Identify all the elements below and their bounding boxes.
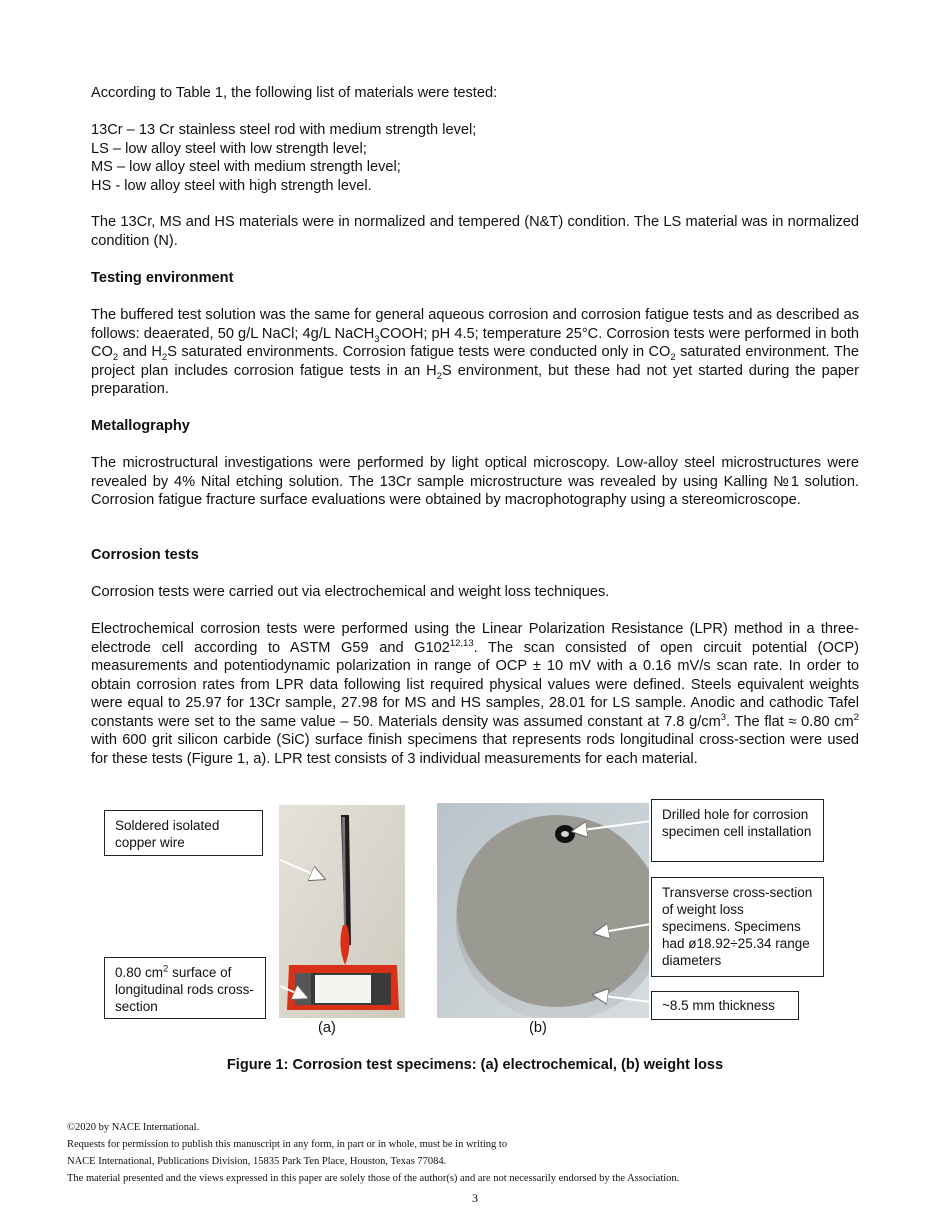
corrosion-paragraph: Electrochemical corrosion tests were performed using the Linear Polarization Resistance (LPR) method in a three-electrode cell according to ASTM G59 and G102$^{12,13}$. The scan consisted of open circuit potential (OCP) measurements and potentiodynamic polarization in range of OCP ± 10 mV with a 0.16 mV/s scan rate. In order to obtain corrosion rates from LPR data following list required physical values were defined. Steels equivalent weights were equal to 25.97 for 13Cr sample, 27.98 for MS and HS samples, 28.01 for LS sample. Anodic and cathodic Tafel constants were set to the same value – 50. Materials density was assumed constant at 7.8 $g/cm^3$. The flat ≈ 0.80 $cm^2$ with 600 grit silicon carbide (SiC) surface finish specimens that represents rods longitudinal cross-section were used for these tests (Figure 1, a). LPR test consists of 3 individual measurements for each material. [91,621,859,767]
condition-paragraph: The 13Cr, MS and HS materials were in normalized and tempered (N&T) condition. The LS material was in normalized condition (N). [91,214,859,249]
section-heading-metallography: Metallography [91,418,190,434]
arrow-surface [280,986,305,997]
label-a: (a) [318,1020,336,1036]
footer-disclaimer: The material presented and the views expressed in this paper are solely those of the author(s) and are not necessarily endorsed by the Association. [67,1173,680,1184]
arrow-hole [575,821,651,831]
list-item: MS – low alloy steel with medium strength level; [91,159,401,175]
section-heading-corrosion-tests: Corrosion tests [91,547,199,563]
footer-address: NACE International, Publications Division, 15835 Park Ten Place, Houston, Texas 77084. [67,1156,447,1167]
callout-surface: 0.80 $cm^2$ surface of longitudinal rods cross-section [104,957,266,1019]
label-b: (b) [529,1020,547,1036]
callout-copper-wire: Soldered isolated copper wire [104,810,263,856]
callout-transverse-section: Transverse cross-section of weight loss specimens. Specimens had ø18.92÷25.34 range diameters [651,877,824,977]
section-heading-testing-environment: Testing environment [91,270,234,286]
intro-text: According to Table 1, the following list of materials were tested: [91,85,498,101]
testing-environment-paragraph: The buffered test solution was the same for general aqueous corrosion and corrosion fatigue tests and as described as follows: deaerated, 50 g/L NaCl; 4g/L NaCH$_3$COOH; pH 4.5; temperature 25°C. Corrosion tests were performed in both $CO_2$ and $H_2S$ saturated environments. Corrosion fatigue tests were conducted only in $CO_2$ saturated environment. The project plan includes corrosion fatigue tests in an $H_2S$ environment, but these had not yet started during the paper preparation. [91,307,860,397]
arrow-section [597,924,651,933]
list-item: 13Cr – 13 Cr stainless steel rod with medium strength level; [91,122,477,138]
figure-caption: Figure 1: Corrosion test specimens: (a) electrochemical, (b) weight loss [226,1057,724,1073]
arrow-wire [280,860,322,878]
page-number: 3 [472,1191,478,1205]
corrosion-intro: Corrosion tests were carried out via electrochemical and weight loss techniques. [91,584,610,600]
footer-permission: Requests for permission to publish this manuscript in any form, in part or in whole, must be in writing to [67,1139,508,1150]
callout-thickness: ~8.5 mm thickness [651,991,799,1020]
list-item: LS – low alloy steel with low strength level; [91,140,367,157]
footer-copyright: ©2020 by NACE International. [67,1122,200,1133]
arrow-thickness [596,995,651,1002]
list-item: HS - low alloy steel with high strength level. [91,177,372,194]
callout-drilled-hole: Drilled hole for corrosion specimen cell installation [651,799,824,862]
metallography-paragraph: The microstructural investigations were performed by light optical microscopy. Low-alloy steel microstructures were revealed by 4% Nital etching solution. The 13Cr sample microstructure was revealed by using Kalling №1 solution. Corrosion fatigue fracture surface evaluations were obtained by macrophotography using a stereomicroscope. [91,455,859,508]
